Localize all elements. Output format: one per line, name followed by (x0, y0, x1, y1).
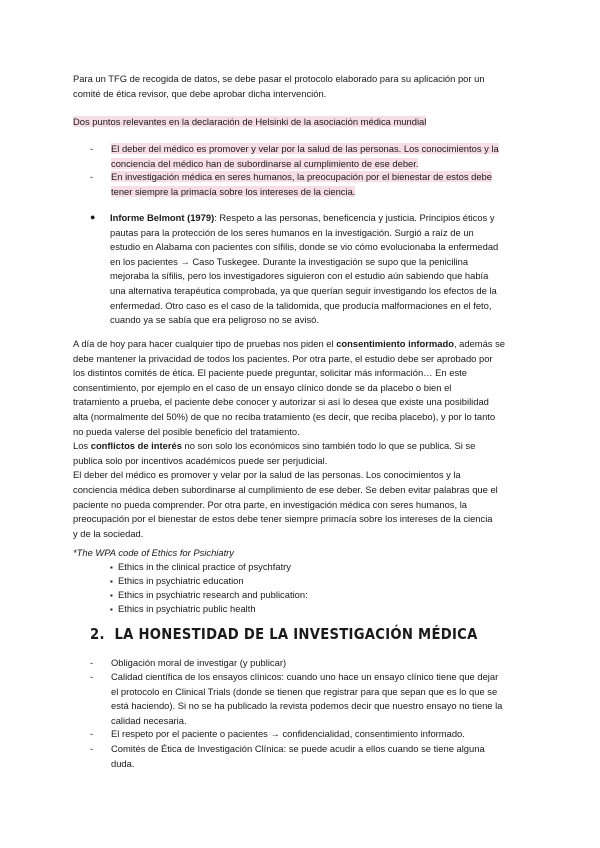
wpa-title (73, 546, 234, 561)
helsinki-item-1-line-1: El deber del médico es promover y velar por la salud de las personas. Los conocimientos y la (111, 143, 499, 154)
helsinki-item-2-line-1: En investigación médica en seres humanos, la preocupación por el bienestar de estos debe (111, 171, 492, 182)
wpa-item: Ethics in the clinical practice of psychfatry (118, 561, 291, 572)
section-2-item-2 (92, 670, 532, 728)
dash-bullet: - (90, 671, 94, 682)
dash-bullet: - (90, 728, 94, 739)
belmont-line-1: : Respeto a las personas, beneficencia y justicia. Principios éticos y (214, 212, 495, 223)
belmont-line: enfermedad. Otro caso es el caso de la talidomida, que producía malformaciones en el feto, (110, 299, 492, 311)
conflicts-bold: conflictos de interés (90, 440, 182, 452)
wpa-item: Ethics in psychiatric education (118, 575, 244, 586)
duty-line: paciente no pueda comprender. Por otra parte, en investigación médica con seres humanos, la (73, 498, 467, 510)
duty-line: preocupación por el bienestar de estos debe tener siempre primacía sobre los intereses de la ciencia (73, 513, 493, 525)
belmont-line: una alternativa terapéutica comprobada, ya que querían seguir investigando los efectos de la (110, 284, 497, 296)
consent-line: consentimiento, por ejemplo en el caso de un ensayo clínico donde se da placebo o bien el (73, 381, 452, 393)
duty-line: El deber del médico es promover y velar por la salud de las personas. Los conocimientos y la (73, 469, 461, 481)
belmont-line: cuando ya se sabía que era peligroso no se avisó. (110, 314, 319, 326)
section-2-item-line: Comités de Ética de Investigación Clínica: se puede acudir a ellos cuando se tiene alguna (111, 743, 485, 754)
conflicts-post: no son solo los económicos sino también todo lo que se publica. Si se (181, 440, 476, 452)
consent-line-1-post: , además se (453, 338, 506, 349)
consent-bold: consentimiento informado (336, 338, 454, 349)
belmont-line: en los pacientes → Caso Tuskegee. Durante la investigación se supo que la penicilina (110, 255, 469, 267)
section-title: LA HONESTIDAD DE LA INVESTIGACIÓN MÉDICA (114, 625, 478, 643)
intro-line-1: Para un TFG de recogida de datos, se debe pasar el protocolo elaborado para su aplicación por un (73, 73, 485, 84)
wpa-title-text: *The WPA code of Ethics for Psichiatry (73, 547, 234, 558)
section-2-item-line: duda. (111, 757, 135, 769)
square-bullet-icon: ▪ (110, 605, 113, 614)
section-2-item-1 (92, 656, 532, 671)
dash-bullet: - (90, 143, 94, 154)
wpa-item: Ethics in psychiatric research and publication: (118, 589, 308, 600)
square-bullet-icon: ▪ (110, 563, 113, 572)
intro-line-2: comité de ética revisor, que debe aprobar dicha intervención. (73, 88, 327, 99)
section-2-item-line: el protocolo en Clinical Trials (donde se tienen que registrar para que sepan que es lo que se (111, 685, 498, 697)
belmont-line: estudio en Alabama con pacientes con sífilis, donde se vio cómo evolucionaba la enfermedad (110, 241, 499, 253)
duty-line: conciencia médica deben subordinarse al cumplimiento de ese deber. Se deben evitar palabras que el (73, 483, 498, 495)
belmont-paragraph (110, 211, 530, 328)
belmont-line: mejoraba la sífilis, pero los investigadores siguieron con el estudio aún sabiendo que había (110, 270, 489, 282)
helsinki-title (73, 115, 426, 130)
consent-line: los distintos comités de ética. El paciente puede preguntar, solicitar más información… En este (73, 367, 467, 379)
section-number: 2. (90, 625, 105, 643)
helsinki-item-1-line-2: conciencia del médico han de subordinarse al cumplimiento de ese deber. (111, 157, 419, 169)
dash-bullet: - (90, 171, 94, 182)
section-2-item-line: calidad necesaria. (111, 714, 187, 726)
dash-bullet: - (90, 657, 94, 668)
round-bullet-icon: ● (90, 212, 96, 222)
consent-line-1-pre: A día de hoy para hacer cualquier tipo de pruebas nos piden el (73, 338, 337, 349)
belmont-bold: Informe Belmont (1979) (110, 212, 215, 223)
section-2-item-line: está haciendo). Si no se ha publicado la revista podemos decir que nuestro ensayo no tiene la (111, 700, 503, 712)
duty-line: y de la sociedad. (73, 527, 144, 539)
wpa-item: Ethics in psychiatric public health (118, 603, 256, 614)
dash-bullet: - (90, 743, 94, 754)
helsinki-item-2-line-2: tener siempre la primacía sobre los intereses de la ciencia. (111, 185, 356, 197)
square-bullet-icon: ▪ (110, 591, 113, 600)
section-2-item-line: El respeto por el paciente o pacientes → confidencialidad, consentimiento informado. (111, 728, 465, 739)
conflicts-pre: Los (73, 440, 91, 452)
helsinki-title-text: Dos puntos relevantes en la declaración de Helsinki de la asociación médica mundial (73, 116, 427, 127)
consent-line: no pueda valerse del posible beneficio del tratamiento. (73, 425, 300, 437)
section-2-item-4 (92, 742, 532, 771)
section-2-item-line: Obligación moral de investigar (y publicar) (111, 657, 287, 668)
consent-line: debe mantener la privacidad de todos los pacientes. Por otra parte, el estudio debe ser aprobado por (73, 352, 493, 364)
helsinki-item-1 (92, 142, 522, 171)
consent-line: tratamiento a prueba, el paciente debe conocer y autorizar si así lo desea que existe una posibilidad (73, 396, 489, 408)
conflicts-line-2: publica solo por incentivos académicos puede ser perjudicial. (73, 454, 328, 466)
belmont-line: pautas para la protección de los seres humanos en la investigación. Surgió a raíz de un (110, 226, 474, 238)
consent-line: alta (normalmente del 50%) de que no reciba tratamiento (es decir, que reciba placebo), y por lo tanto (73, 410, 496, 422)
helsinki-item-2 (92, 170, 522, 199)
section-2-item-3 (92, 727, 532, 742)
section-2-heading (90, 625, 478, 643)
consent-paragraph (73, 337, 533, 541)
section-2-item-line: Calidad científica de los ensayos clínicos: cuando uno hace un ensayo clínico tiene que dejar (111, 671, 499, 682)
square-bullet-icon: ▪ (110, 577, 113, 586)
